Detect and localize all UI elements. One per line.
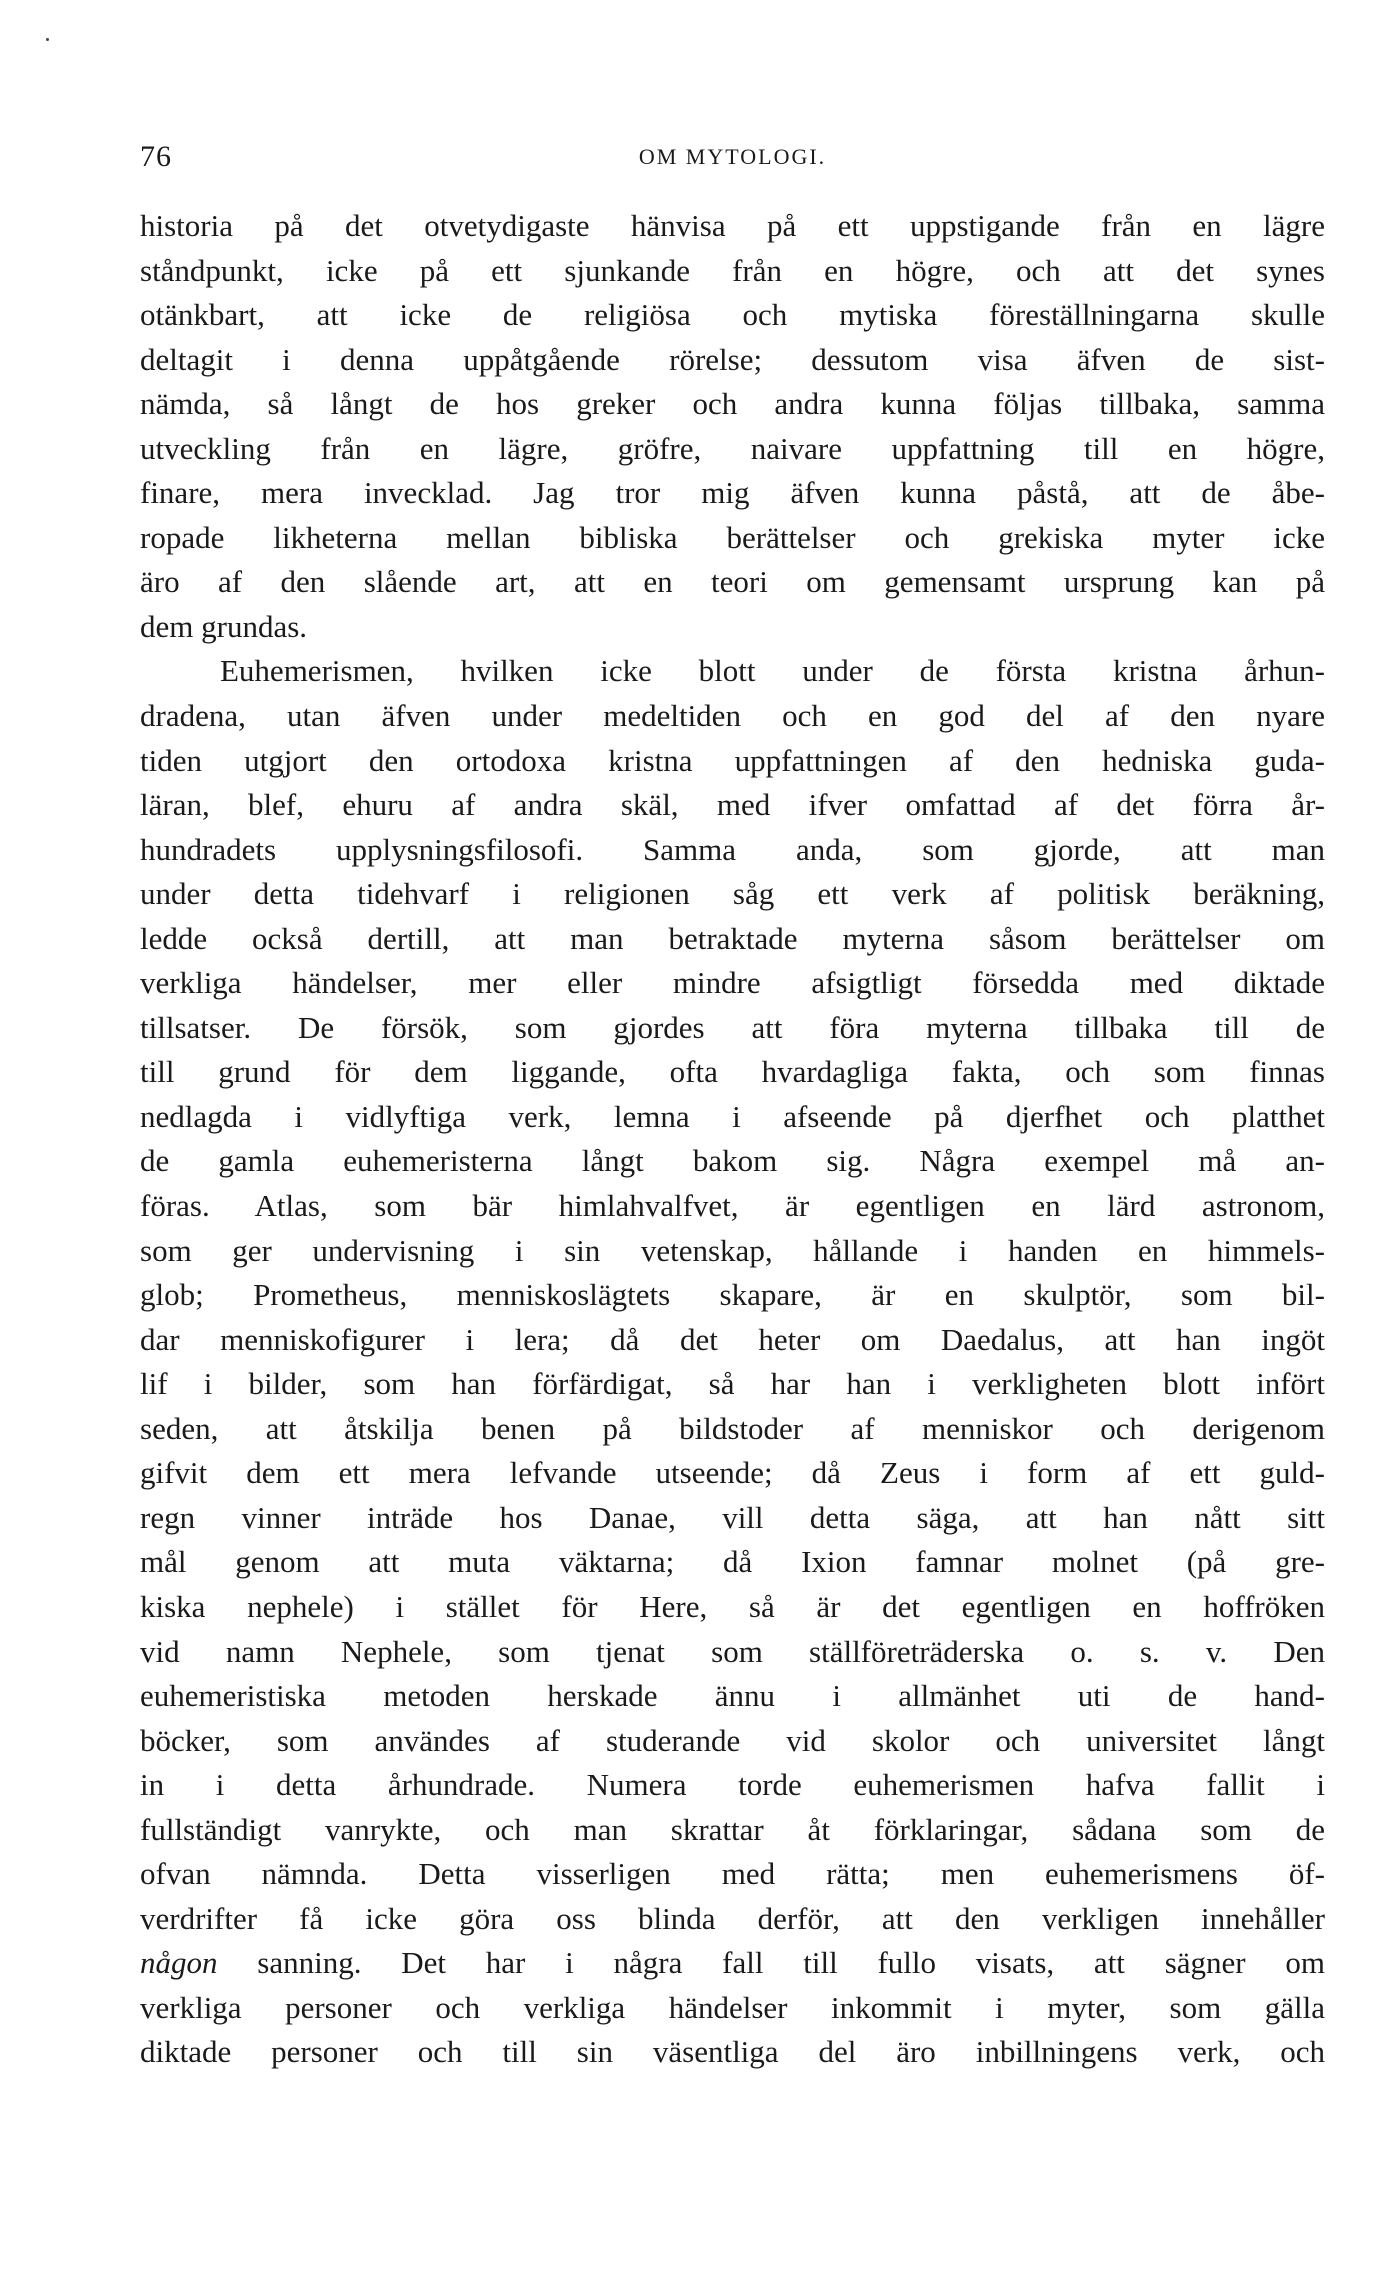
text-line: glob; Prometheus, menniskoslägtets skapare, är en skulptör, som bil- bbox=[140, 1277, 1325, 1313]
text-line-rest: sanning. Det har i några fall till fullo visats, att sägner om bbox=[257, 1945, 1325, 1981]
text-line: vid namn Nephele, som tjenat som ställföreträderska o. s. v. Den bbox=[140, 1633, 1325, 1669]
page-number: 76 bbox=[140, 140, 172, 173]
text-line: verkliga händelser, mer eller mindre afsigtligt försedda med diktade bbox=[140, 965, 1325, 1001]
text-line: ropade likheterna mellan bibliska berättelser och grekiska myter icke bbox=[140, 519, 1325, 555]
text-line: de gamla euhemeristerna långt bakom sig. Några exempel må an- bbox=[140, 1143, 1325, 1179]
paragraph-start-line: Euhemerismen, hvilken icke blott under de första kristna århun- bbox=[220, 653, 1325, 689]
text-line: finare, mera invecklad. Jag tror mig äfven kunna påstå, att de åbe- bbox=[140, 475, 1325, 511]
text-line: ståndpunkt, icke på ett sjunkande från en högre, och att det synes bbox=[140, 252, 1325, 288]
text-line: otänkbart, att icke de religiösa och mytiska föreställningarna skulle bbox=[140, 297, 1325, 333]
text-line: tiden utgjort den ortodoxa kristna uppfattningen af den hedniska guda- bbox=[140, 742, 1325, 778]
text-line: fullständigt vanrykte, och man skrattar åt förklaringar, sådana som de bbox=[140, 1811, 1325, 1847]
text-line: nedlagda i vidlyftiga verk, lemna i afseende på djerfhet och platthet bbox=[140, 1098, 1325, 1134]
text-line: gifvit dem ett mera lefvande utseende; då Zeus i form af ett guld- bbox=[140, 1455, 1325, 1491]
text-line: böcker, som användes af studerande vid skolor och universitet långt bbox=[140, 1722, 1325, 1758]
body-text bbox=[140, 204, 1325, 2075]
text-line: seden, att åtskilja benen på bildstoder af menniskor och derigenom bbox=[140, 1410, 1325, 1446]
text-line: under detta tidehvarf i religionen såg ett verk af politisk beräkning, bbox=[140, 876, 1325, 912]
text-line: dem grundas. bbox=[140, 608, 308, 644]
text-line: regn vinner inträde hos Danae, vill detta säga, att han nått sitt bbox=[140, 1499, 1325, 1535]
text-line: nämda, så långt de hos greker och andra kunna följas tillbaka, samma bbox=[140, 386, 1325, 422]
text-line: äro af den slående art, att en teori om gemensamt ursprung kan på bbox=[140, 564, 1325, 600]
running-head bbox=[140, 140, 1325, 180]
text-line: till grund för dem liggande, ofta hvardagliga fakta, och som finnas bbox=[140, 1054, 1325, 1090]
text-line: tillsatser. De försök, som gjordes att föra myterna tillbaka till de bbox=[140, 1009, 1325, 1045]
text-line: euhemeristiska metoden herskade ännu i allmänhet uti de hand- bbox=[140, 1678, 1325, 1714]
text-line: lif i bilder, som han förfärdigat, så har han i verkligheten blott infört bbox=[140, 1366, 1325, 1402]
text-line: diktade personer och till sin väsentliga del äro inbillningens verk, och bbox=[140, 2034, 1325, 2070]
text-line: historia på det otvetydigaste hänvisa på ett uppstigande från en lägre bbox=[140, 208, 1325, 243]
text-line: deltagit i denna uppåtgående rörelse; dessutom visa äfven de sist- bbox=[140, 341, 1325, 377]
text-line-with-emphasis bbox=[140, 1941, 1325, 1986]
text-line: ledde också dertill, att man betraktade myterna såsom berättelser om bbox=[140, 920, 1325, 956]
text-line: dar menniskofigurer i lera; då det heter om Daedalus, att han ingöt bbox=[140, 1321, 1325, 1357]
text-line: utveckling från en lägre, gröfre, naivare uppfattning till en högre, bbox=[140, 430, 1325, 466]
text-line: dradena, utan äfven under medeltiden och en god del af den nyare bbox=[140, 698, 1325, 734]
text-line: kiska nephele) i stället för Here, så är det egentligen en hoffröken bbox=[140, 1588, 1325, 1624]
text-line: verkliga personer och verkliga händelser inkommit i myter, som gälla bbox=[140, 1989, 1325, 2025]
text-line: in i detta århundrade. Numera torde euhemerismen hafva fallit i bbox=[140, 1767, 1325, 1803]
italic-word: någon bbox=[140, 1945, 218, 1981]
text-line: hundradets upplysningsfilosofi. Samma anda, som gjorde, att man bbox=[140, 831, 1325, 867]
running-title: OM MYTOLOGI. bbox=[638, 144, 827, 169]
scan-speck bbox=[46, 38, 49, 41]
text-line: mål genom att muta väktarna; då Ixion famnar molnet (på gre- bbox=[140, 1544, 1325, 1580]
text-line: läran, blef, ehuru af andra skäl, med ifver omfattad af det förra år- bbox=[140, 787, 1325, 823]
text-line: ofvan nämnda. Detta visserligen med rätta; men euhemerismens öf- bbox=[140, 1856, 1325, 1892]
text-line: verdrifter få icke göra oss blinda derför, att den verkligen innehåller bbox=[140, 1900, 1325, 1936]
text-line: föras. Atlas, som bär himlahvalfvet, är egentligen en lärd astronom, bbox=[140, 1188, 1325, 1224]
text-line: som ger undervisning i sin vetenskap, hållande i handen en himmels- bbox=[140, 1232, 1325, 1268]
